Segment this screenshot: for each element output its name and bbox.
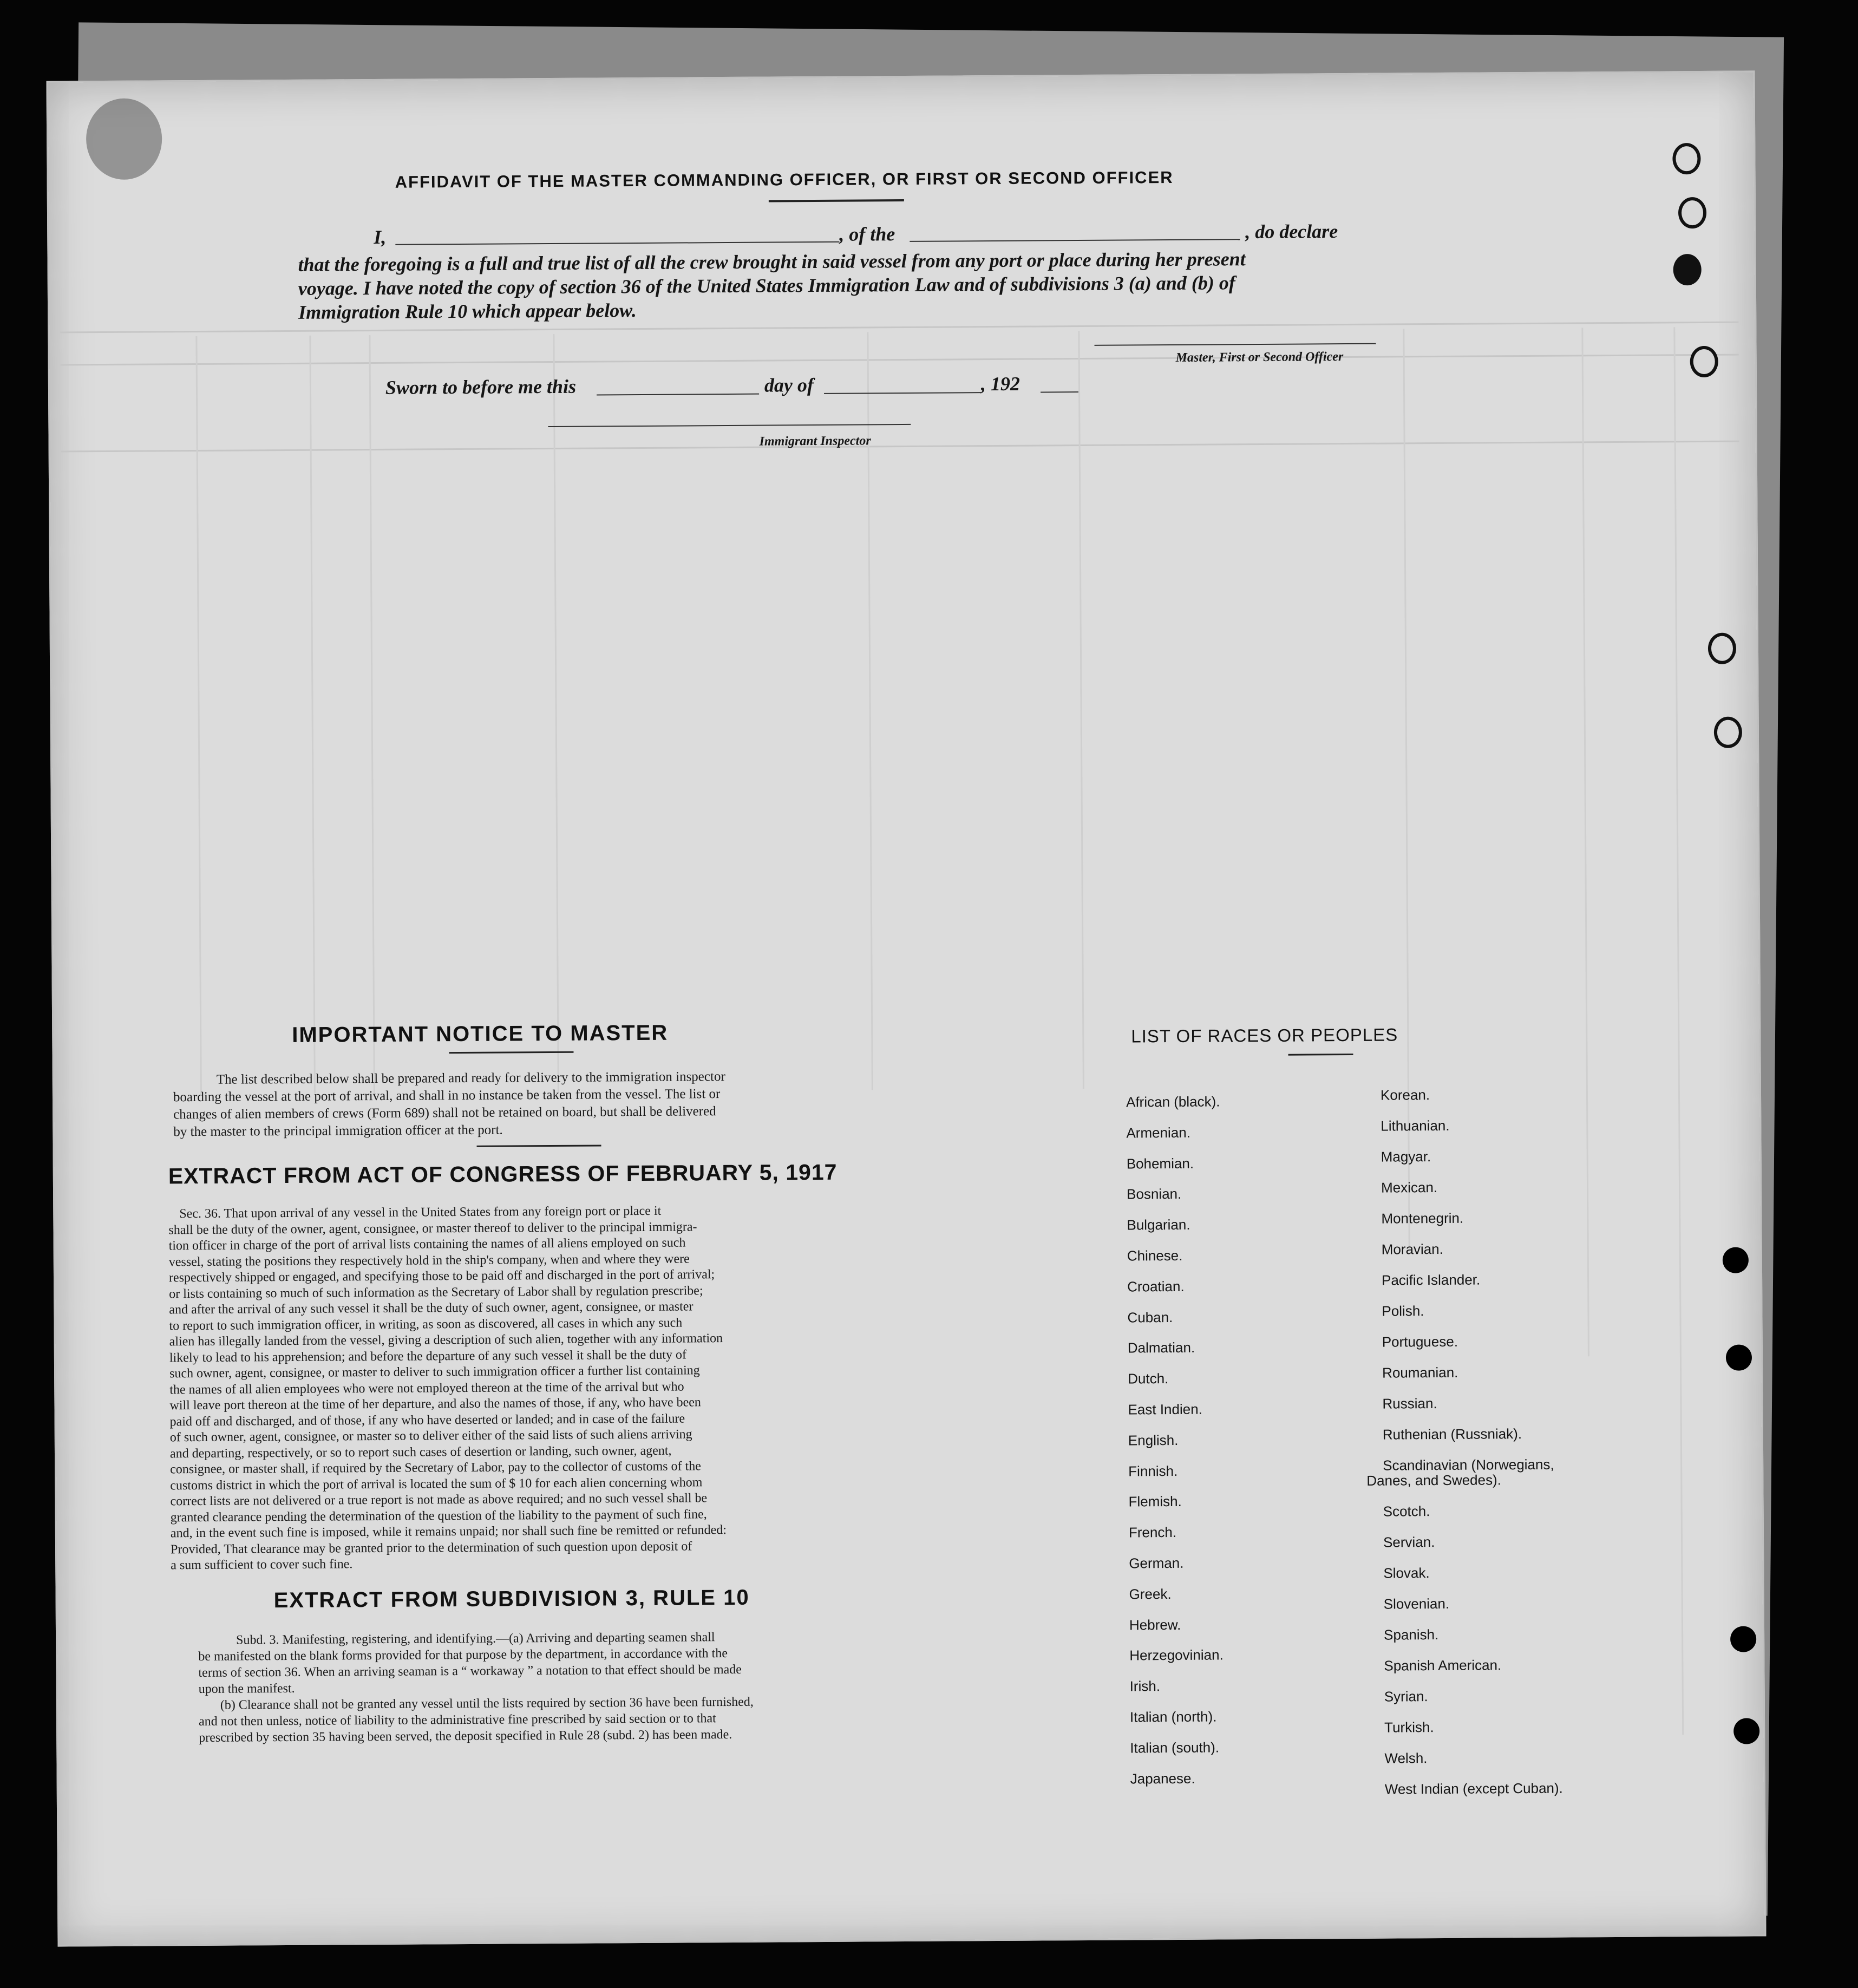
- notice-line: changes of alien members of crews (Form 689) shall not be retained on board, but shall be delivered: [173, 1104, 716, 1122]
- stamp-mark: [86, 98, 162, 180]
- race-item: Slovak.: [1383, 1565, 1430, 1581]
- race-item: Servian.: [1383, 1534, 1435, 1551]
- race-item: Korean.: [1380, 1087, 1430, 1103]
- race-item: Russian.: [1382, 1395, 1437, 1412]
- affidavit-title: AFFIDAVIT OF THE MASTER COMMANDING OFFICER, OR FIRST OR SECOND OFFICER: [395, 167, 1174, 192]
- extract-act-line: a sum sufficient to cover such fine.: [171, 1557, 353, 1573]
- bleed-grid-line: [1673, 327, 1684, 1735]
- extract-rule-line: Subd. 3. Manifesting, registering, and identifying.—(a) Arriving and departing seamen shall: [236, 1630, 715, 1647]
- sworn-day-blank: [597, 394, 759, 396]
- race-item: Slovenian.: [1383, 1595, 1450, 1612]
- race-item: Roumanian.: [1382, 1364, 1458, 1381]
- race-item: French.: [1128, 1524, 1177, 1541]
- extract-act-line: and, in the event such fine is imposed, while it remains unpaid; nor shall such fine be remitted or refunded:: [170, 1523, 727, 1541]
- race-item: Croatian.: [1127, 1278, 1185, 1295]
- race-item: East Indien.: [1128, 1401, 1202, 1418]
- extract-act-line: respectively shipped or engaged, and specifying those to be paid off and discharged in the port of arrival;: [168, 1267, 715, 1285]
- race-item: African (black).: [1126, 1093, 1220, 1110]
- race-item: Welsh.: [1384, 1750, 1428, 1767]
- race-item: Polish.: [1382, 1303, 1424, 1319]
- sworn-prefix: Sworn to before me this: [385, 375, 577, 398]
- race-item: Irish.: [1129, 1678, 1161, 1695]
- race-item: Herzegovinian.: [1129, 1646, 1224, 1664]
- race-item: Turkish.: [1384, 1719, 1434, 1736]
- race-item: Spanish.: [1383, 1626, 1439, 1643]
- race-item: Greek.: [1129, 1585, 1172, 1603]
- extract-act-line: Provided, That clearance may be granted prior to the determination of such question upon deposit of: [170, 1539, 692, 1557]
- extract-act-line: such owner, agent, consignee, or master to deliver to such immigration officer a further list containing: [169, 1363, 700, 1381]
- extract-rule-line: be manifested on the blank forms provided for that purpose by the department, in accordance with the: [198, 1646, 728, 1664]
- extract-act-line: to report to such immigration officer, in writing, as soon as discovered, all cases in which any such: [169, 1316, 683, 1333]
- extract-rule-line: prescribed by section 35 having been served, the deposit specified in Rule 28 (subd. 2) has been made.: [199, 1727, 732, 1745]
- race-item: Japanese.: [1130, 1770, 1195, 1787]
- race-item: Lithuanian.: [1381, 1117, 1450, 1134]
- race-item: Moravian.: [1381, 1240, 1443, 1258]
- extract-rule-line: terms of section 36. When an arriving seaman is a “ workaway ” a notation to that effect should be made: [198, 1662, 742, 1680]
- race-item: Bohemian.: [1126, 1155, 1194, 1172]
- race-item: Montenegrin.: [1381, 1209, 1464, 1227]
- race-item: Danes, and Swedes).: [1366, 1472, 1502, 1489]
- extract-act-line: or lists containing so much of such information as the Secretary of Labor shall by regulation prescribe;: [169, 1283, 703, 1301]
- extract-rule-line: and not then unless, notice of liability to the administrative fine prescribed by said section or to that: [198, 1711, 716, 1729]
- extract-act-line: tion officer in charge of the port of arrival lists containing the names of all aliens employed on such: [168, 1235, 686, 1253]
- race-item: Cuban.: [1127, 1309, 1173, 1326]
- race-item: English.: [1128, 1431, 1179, 1449]
- bleed-grid-line: [61, 354, 1739, 366]
- extract-act-line: Sec. 36. That upon arrival of any vessel in the United States from any foreign port or place it: [179, 1204, 662, 1221]
- punch-hole: [1690, 346, 1718, 377]
- race-item: Spanish American.: [1384, 1657, 1502, 1674]
- sworn-month-blank: [824, 392, 981, 394]
- extract-rule-line: (b) Clearance shall not be granted any vessel until the lists required by section 36 have been furnished,: [220, 1695, 754, 1712]
- manifest-page: [47, 70, 1767, 1946]
- race-item: Chinese.: [1127, 1247, 1183, 1264]
- extract-act-line: shall be the duty of the owner, agent, consignee, or master thereof to deliver to the principal immigra-: [168, 1219, 697, 1237]
- races-rule: [1288, 1054, 1353, 1056]
- notice-line: by the master to the principal immigration officer at the port.: [173, 1122, 503, 1140]
- punch-hole: [1714, 717, 1742, 748]
- bleed-grid-line: [1581, 328, 1589, 1356]
- extract-act-line: and departing, respectively, or so to report such cases of desertion or landing, such owner, agent,: [169, 1443, 672, 1461]
- race-item: Dutch.: [1128, 1370, 1169, 1387]
- race-item: Scotch.: [1383, 1503, 1430, 1520]
- punch-hole: [1672, 143, 1700, 174]
- bleed-grid-line: [61, 441, 1739, 453]
- affidavit-line: voyage. I have noted the copy of section 36 of the United States Immigration Law and of subdivisions 3 (a) and (b) of: [298, 272, 1235, 299]
- notice-line: boarding the vessel at the port of arrival, and shall in no instance be taken from the vessel. The list or: [173, 1087, 721, 1105]
- inspector-blank: [548, 424, 911, 427]
- notice-title: IMPORTANT NOTICE TO MASTER: [292, 1021, 669, 1047]
- race-item: West Indian (except Cuban).: [1384, 1780, 1563, 1797]
- affidavit-line: that the foregoing is a full and true list of all the crew brought in said vessel from any port or place during her present: [298, 248, 1246, 276]
- punch-hole: [1708, 633, 1736, 664]
- notice-rule: [449, 1051, 573, 1054]
- race-item: Finnish.: [1128, 1462, 1178, 1480]
- signature-label: Master, First or Second Officer: [1175, 350, 1344, 365]
- vessel-name-blank: [910, 239, 1240, 242]
- race-item: Syrian.: [1384, 1688, 1428, 1705]
- bleed-grid-line: [1403, 329, 1410, 1249]
- extract-act-line: customs district in which the port of arrival is located the sum of $ 10 for each alien concerning whom: [170, 1475, 703, 1493]
- punch-hole: [1726, 1344, 1752, 1370]
- race-item: Italian (north).: [1129, 1708, 1217, 1725]
- notice-rule: [477, 1145, 601, 1147]
- race-item: German.: [1129, 1554, 1184, 1572]
- punch-hole: [1733, 1718, 1759, 1744]
- race-item: Armenian.: [1126, 1124, 1190, 1141]
- race-item: Italian (south).: [1130, 1739, 1220, 1756]
- title-rule: [769, 199, 904, 202]
- extract-rule-line: upon the manifest.: [198, 1681, 295, 1697]
- extract-rule-title: EXTRACT FROM SUBDIVISION 3, RULE 10: [273, 1585, 750, 1613]
- race-item: Scandinavian (Norwegians,: [1383, 1456, 1554, 1474]
- signature-blank: [1095, 343, 1376, 346]
- inspector-label: Immigrant Inspector: [759, 434, 871, 449]
- punch-hole: [1723, 1247, 1749, 1273]
- sworn-day-of: day of: [764, 374, 814, 396]
- affidavit-of-the: , of the: [839, 223, 895, 245]
- race-item: Dalmatian.: [1127, 1339, 1195, 1356]
- master-name-blank: [395, 241, 839, 245]
- extract-act-line: correct lists are not delivered or a true report is not made as above required; and no such vessel shall be: [170, 1491, 708, 1509]
- punch-hole: [1730, 1626, 1756, 1652]
- race-item: Hebrew.: [1129, 1616, 1181, 1633]
- race-item: Mexican.: [1381, 1179, 1438, 1196]
- extract-act-line: consignee, or master shall, if required by the Secretary of Labor, pay to the collector of customs of the: [170, 1459, 701, 1477]
- race-item: Bosnian.: [1127, 1186, 1182, 1202]
- extract-act-line: paid off and discharged, and of those, if any who have deserted or landed; and in case of the failure: [169, 1411, 685, 1429]
- extract-act-title: EXTRACT FROM ACT OF CONGRESS OF FEBRUARY 5, 1917: [168, 1159, 838, 1189]
- extract-act-line: likely to lead to his apprehension; and before the departure of any such vessel it shall be the duty of: [169, 1347, 687, 1365]
- race-item: Magyar.: [1381, 1148, 1431, 1165]
- extract-act-line: will leave port thereon at the time of her departure, and also the names of those, if any, who have been: [169, 1395, 701, 1413]
- race-item: Bulgarian.: [1127, 1216, 1190, 1233]
- races-title: LIST OF RACES OR PEOPLES: [1131, 1024, 1398, 1047]
- race-item: Pacific Islander.: [1381, 1271, 1481, 1289]
- affidavit-line: Immigration Rule 10 which appear below.: [298, 299, 637, 323]
- sworn-year: , 192: [980, 372, 1020, 395]
- extract-act-line: granted clearance pending the determination of the question of the liability to the payment of such fine,: [170, 1507, 707, 1525]
- extract-act-line: alien has illegally landed from the vessel, giving a description of such alien, together with any information: [169, 1331, 723, 1349]
- punch-hole: [1673, 254, 1702, 285]
- sworn-year-blank: [1041, 391, 1078, 393]
- extract-act-line: the names of all alien employees who were not employed thereon at the time of the arrival but who: [169, 1379, 684, 1397]
- extract-act-line: and after the arrival of any such vessel it shall be the duty of such owner, agent, consignee, or master: [169, 1299, 694, 1317]
- race-item: Portuguese.: [1382, 1333, 1458, 1350]
- race-item: Ruthenian (Russniak).: [1382, 1425, 1522, 1443]
- extract-act-line: of such owner, agent, consignee, or master so to deliver either of the said lists of such aliens arriving: [169, 1427, 692, 1445]
- extract-act-line: vessel, stating the positions they respectively hold in the ship's company, when and where they were: [168, 1251, 690, 1269]
- affidavit-declare: , do declare: [1245, 220, 1338, 243]
- race-item: Flemish.: [1128, 1493, 1182, 1510]
- punch-hole: [1678, 197, 1706, 228]
- notice-line: The list described below shall be prepared and ready for delivery to the immigration inspector: [216, 1069, 725, 1087]
- affidavit-i: I,: [374, 226, 387, 248]
